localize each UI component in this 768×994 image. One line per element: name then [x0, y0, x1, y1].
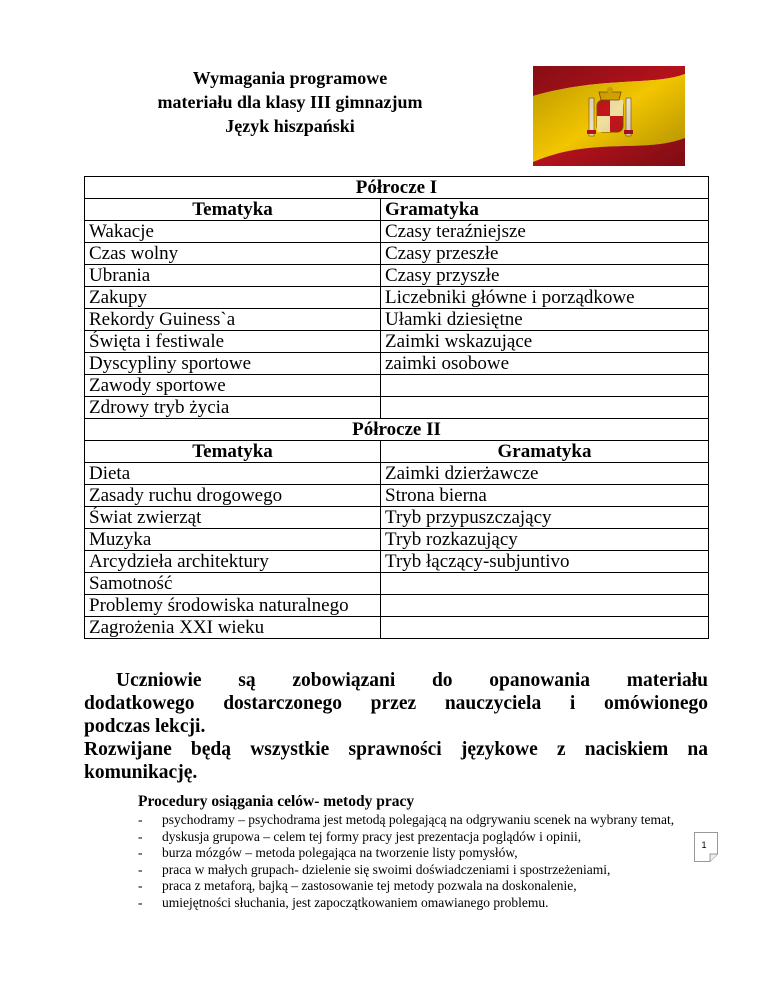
topic-cell: Zakupy: [85, 287, 381, 309]
list-item-text: praca z metaforą, bajką – zastosowanie tej metody pozwala na doskonalenie,: [162, 878, 577, 893]
topic-cell: Zasady ruchu drogowego: [85, 485, 381, 507]
topic-cell: Ubrania: [85, 265, 381, 287]
topic-cell: Zdrowy tryb życia: [85, 397, 381, 419]
list-dash: -: [138, 861, 143, 877]
semester-title: Półrocze II: [85, 419, 709, 441]
grammar-cell: [381, 375, 709, 397]
list-item: [138, 812, 718, 829]
table-row: [85, 353, 709, 375]
column-header-topics: Tematyka: [85, 441, 381, 463]
column-header-row: [85, 199, 709, 221]
grammar-cell: Czasy teraźniejsze: [381, 221, 709, 243]
topic-cell: Rekordy Guiness`a: [85, 309, 381, 331]
grammar-cell: Strona bierna: [381, 485, 709, 507]
paragraph-line-2: dodatkowego dostarczonego przez nauczyciela i omówionego: [84, 693, 708, 714]
topic-cell: Dyscypliny sportowe: [85, 353, 381, 375]
table-row: [85, 617, 709, 639]
topic-cell: Czas wolny: [85, 243, 381, 265]
semester-title-row: [85, 419, 709, 441]
list-dash: -: [138, 828, 143, 844]
list-item: [138, 845, 718, 862]
paragraph-line-3: podczas lekcji.: [84, 716, 206, 737]
table-row: [85, 485, 709, 507]
grammar-cell: Czasy przeszłe: [381, 243, 709, 265]
list-item-text: praca w małych grupach- dzielenie się swoimi doświadczeniami i spostrzeżeniami,: [162, 861, 611, 877]
paragraph-line-4a: Rozwijane będą wszystkie sprawności językowe z naciskiem na: [84, 739, 708, 760]
paragraph-line-1: Uczniowie są zobowiązani do opanowania materiału: [116, 670, 708, 691]
topic-cell: Zagrożenia XXI wieku: [85, 617, 381, 639]
topic-cell: Wakacje: [85, 221, 381, 243]
flag-icon: [533, 66, 685, 166]
table-row: [85, 397, 709, 419]
topic-cell: Zawody sportowe: [85, 375, 381, 397]
table-row: [85, 507, 709, 529]
table-row: [85, 551, 709, 573]
table-row: [85, 573, 709, 595]
topic-cell: Świat zwierząt: [85, 507, 381, 529]
table-row: [85, 243, 709, 265]
grammar-cell: Tryb łączący-subjuntivo: [381, 551, 709, 573]
column-header-row: [85, 441, 709, 463]
page-number-badge: [694, 832, 718, 862]
grammar-cell: [381, 595, 709, 617]
semester-title-row: [85, 177, 709, 199]
header-line-1: Wymagania programowe: [192, 68, 388, 88]
list-item-text: psychodramy – psychodrama jest metodą polegającą na odgrywaniu scenek na wybrany temat,: [162, 812, 675, 827]
spanish-flag-image: [533, 66, 685, 166]
grammar-cell: Tryb rozkazujący: [381, 529, 709, 551]
procedures-heading: Procedury osiągania celów- metody pracy: [138, 793, 415, 810]
topic-cell: Samotność: [85, 573, 381, 595]
list-item-text: dyskusja grupowa – celem tej formy pracy jest prezentacja poglądów i opinii,: [162, 828, 582, 844]
header-line-2: materiału dla klasy III gimnazjum: [157, 92, 423, 112]
topic-cell: Święta i festiwale: [85, 331, 381, 353]
column-header-grammar: Gramatyka: [381, 199, 709, 221]
page-number: 1: [701, 840, 707, 850]
table-row: [85, 331, 709, 353]
topic-cell: Arcydzieła architektury: [85, 551, 381, 573]
paragraph-line-4b: komunikację.: [84, 762, 198, 783]
column-header-topics: Tematyka: [85, 199, 381, 221]
header-line-3: Język hiszpański: [225, 116, 355, 136]
table-row: [85, 529, 709, 551]
list-item-text: umiejętności słuchania, jest zapoczątkowaniem omawianego problemu.: [162, 894, 549, 910]
grammar-cell: [381, 617, 709, 639]
list-item: [138, 895, 718, 912]
grammar-cell: Liczebniki główne i porządkowe: [381, 287, 709, 309]
topic-cell: Problemy środowiska naturalnego: [85, 595, 381, 617]
column-header-grammar: Gramatyka: [381, 441, 709, 463]
table-row: [85, 287, 709, 309]
procedures-list: [138, 812, 718, 911]
grammar-cell: [381, 397, 709, 419]
list-item: [138, 878, 718, 895]
grammar-cell: Zaimki wskazujące: [381, 331, 709, 353]
grammar-cell: zaimki osobowe: [381, 353, 709, 375]
semester-title: Półrocze I: [85, 177, 709, 199]
procedures-section: [138, 793, 718, 911]
curriculum-table: [84, 176, 709, 639]
grammar-cell: Zaimki dzierżawcze: [381, 463, 709, 485]
table-row: [85, 265, 709, 287]
list-dash: -: [138, 845, 143, 860]
grammar-cell: Tryb przypuszczający: [381, 507, 709, 529]
table-row: [85, 375, 709, 397]
topic-cell: Dieta: [85, 463, 381, 485]
grammar-cell: [381, 573, 709, 595]
list-item: [138, 862, 718, 879]
table-row: [85, 595, 709, 617]
grammar-cell: Czasy przyszłe: [381, 265, 709, 287]
topic-cell: Muzyka: [85, 529, 381, 551]
list-dash: -: [138, 878, 143, 893]
table-row: [85, 309, 709, 331]
table-row: [85, 221, 709, 243]
requirements-paragraph: [84, 669, 708, 784]
list-item-text: burza mózgów – metoda polegająca na tworzenie listy pomysłów,: [162, 845, 518, 860]
list-dash: -: [138, 812, 143, 827]
list-item: [138, 829, 718, 846]
grammar-cell: Ułamki dziesiętne: [381, 309, 709, 331]
list-dash: -: [138, 894, 143, 910]
table-row: [85, 463, 709, 485]
document-header: [140, 66, 440, 138]
